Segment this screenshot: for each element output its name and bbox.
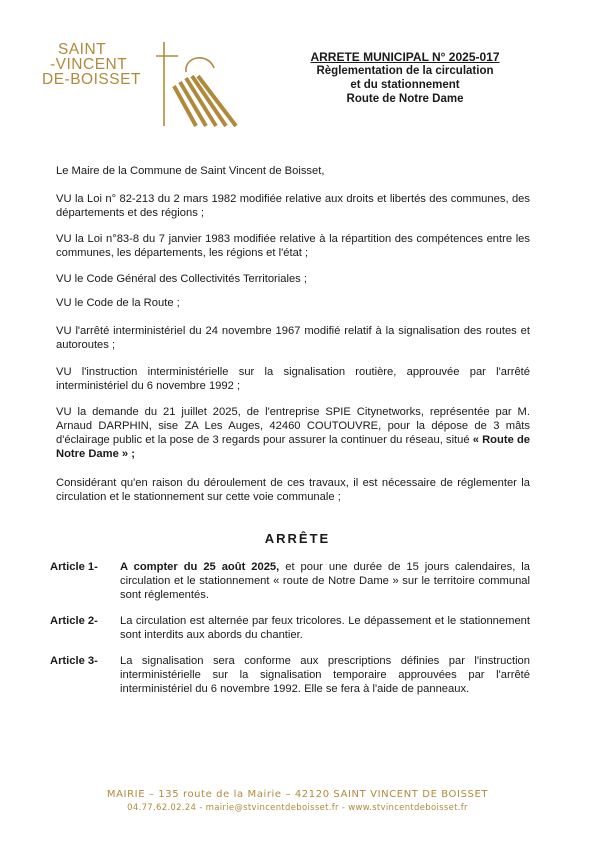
preamble-intro: Le Maire de la Commune de Saint Vincent de Boisset, xyxy=(56,165,325,177)
vu-code-route: VU le Code de la Route ; xyxy=(56,297,180,309)
article-1-body: et pour une durée de 15 jours calendaires, la circulation et le stationnement « route de Notre Dame » sur le territoire communal sont réglementés. xyxy=(120,561,530,601)
vu-loi-1983: VU la Loi n°83-8 du 7 janvier 1983 modifiée relative à la répartition des compétences entre les communes, les départements, les régions et l'état ; xyxy=(56,233,530,259)
decree-subtitle-2: et du stationnement xyxy=(350,79,460,91)
article-text: La circulation est alternée par feux tricolores. Le dépassement et le stationnement sont interdits aux abords du chantier. xyxy=(120,615,530,641)
logo-line-2: -VINCENT xyxy=(50,56,128,73)
vu-loi-1982: VU la Loi n° 82-213 du 2 mars 1982 modifiée relative aux droits et libertés des communes, des départements et des régions ; xyxy=(56,193,530,219)
vineyard-cross-icon xyxy=(156,42,246,130)
considerant: Considérant qu'en raison du déroulement de ces travaux, il est nécessaire de réglementer la circulation et le stationnement sur cette voie communale ; xyxy=(56,477,530,503)
commune-logo xyxy=(42,42,247,130)
footer-address: MAIRIE – 135 route de la Mairie – 42120 SAINT VINCENT DE BOISSET xyxy=(106,789,489,800)
arrete-heading: ARRÊTE xyxy=(264,531,331,546)
article-label: Article 3- xyxy=(50,655,98,667)
logo-line-1: SAINT xyxy=(58,41,107,58)
logo-wordmark xyxy=(42,42,141,87)
vu-arrete-1967: VU l'arrêté interministériel du 24 novembre 1967 modifié relatif à la signalisation des routes et autoroutes ; xyxy=(56,325,530,351)
article-text: La signalisation sera conforme aux prescriptions définies par l'instruction interministérielle sur la signalisation temporaire approuvées par l'arrêté interministériel du 6 novembre 1992. Elle se fera à l'aide de panneaux. xyxy=(120,655,530,695)
vu-demande-text: VU la demande du 21 juillet 2025, de l'entreprise SPIE Citynetworks, représentée par M. Arnaud DARPHIN, sise ZA Les Auges, 42460 COUTOUVRE, pour la dépose de 3 mâts d'éclairage public et la pose de 3 regards pour assurer la continuer du réseau, situé xyxy=(56,406,530,446)
vu-instruction-1992: VU l'instruction interministérielle sur la signalisation routière, approuvée par l'arrêté interministériel du 6 novembre 1992 ; xyxy=(56,366,530,392)
article-1-date: A compter du 25 août 2025, xyxy=(120,561,280,573)
decree-title-block xyxy=(280,50,530,106)
article-label: Article 2- xyxy=(50,615,98,627)
decree-subtitle-1: Règlementation de la circulation xyxy=(316,65,494,77)
footer-contact: 04.77.62.02.24 - mairie@stvincentdeboisset.fr - www.stvincentdeboisset.fr xyxy=(127,803,468,813)
article-label: Article 1- xyxy=(50,561,98,573)
vu-demande-spie xyxy=(56,405,530,461)
decree-subtitle-3: Route de Notre Dame xyxy=(346,93,464,105)
route-name-bold: « Route de Notre Dame » ; xyxy=(56,434,530,460)
vu-cgct: VU le Code Général des Collectivités Territoriales ; xyxy=(56,273,307,285)
decree-number: ARRETE MUNICIPAL N° 2025-017 xyxy=(310,50,500,64)
logo-line-3: DE-BOISSET xyxy=(42,71,141,88)
article-text xyxy=(120,560,530,602)
